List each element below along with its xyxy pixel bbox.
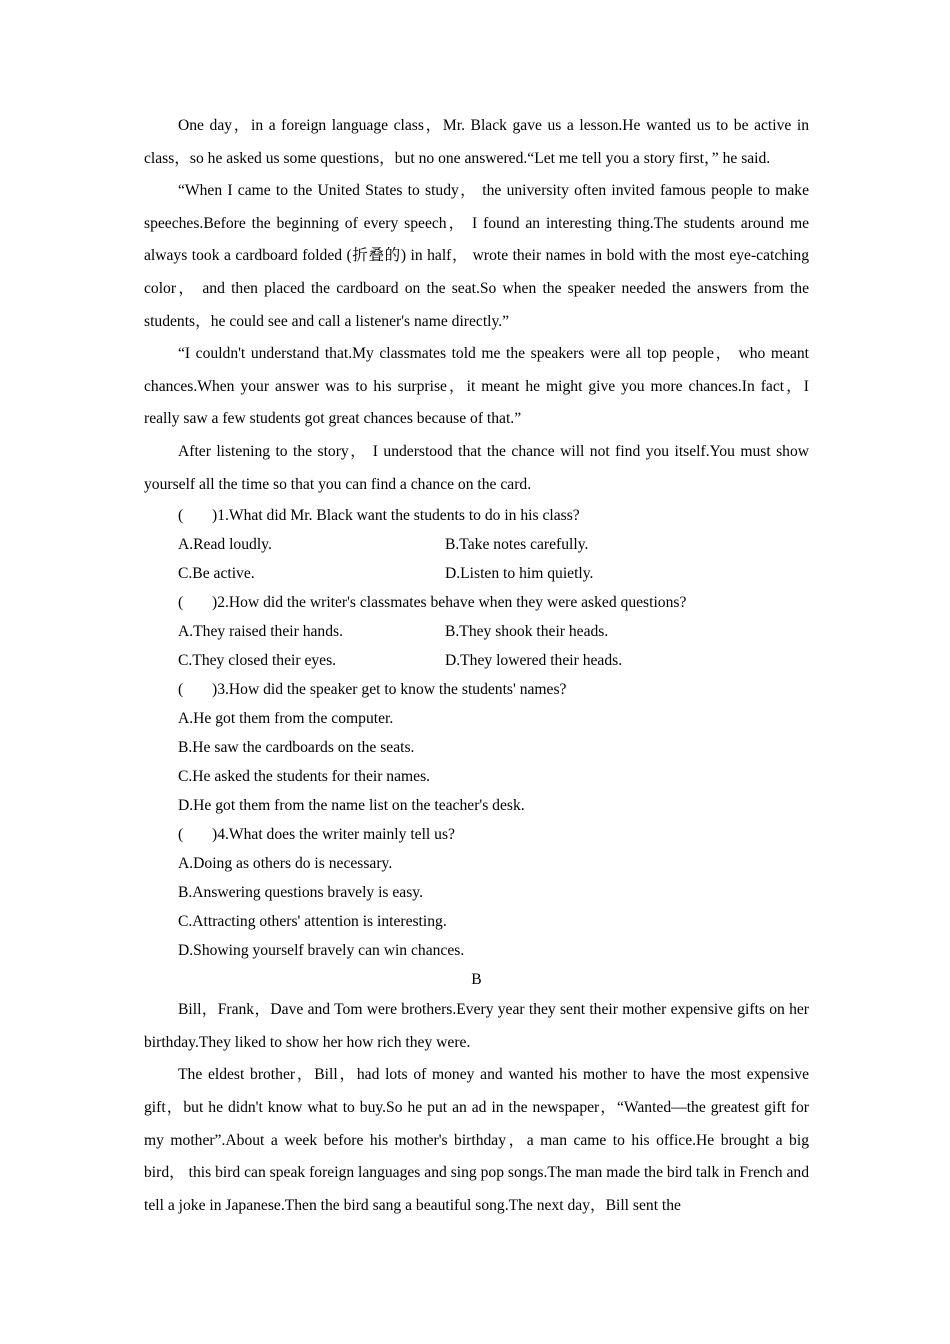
question-1-options-row-1 xyxy=(144,530,809,559)
question-1 xyxy=(144,501,809,588)
question-1-text: )1.What did Mr. Black want the students to do in his class? xyxy=(212,507,580,525)
option-d: D.He got them from the name list on the teacher's desk. xyxy=(178,797,525,815)
answer-blank[interactable]: ( xyxy=(178,594,184,612)
option-c: C.Be active. xyxy=(178,565,255,583)
passage-a-paragraph-3: “I couldn't understand that.My classmates told me the speakers were all top people， who meant chances.When your answer was to his surprise，it meant he might give you more chances.In fact，I really saw a few students got great chances because of that.” xyxy=(144,345,809,428)
option-c: C.He asked the students for their names. xyxy=(178,768,431,786)
option-b: B.He saw the cardboards on the seats. xyxy=(178,739,415,757)
section-heading: B xyxy=(471,971,482,989)
question-2-text: )2.How did the writer's classmates behave when they were asked questions? xyxy=(212,594,687,612)
answer-blank[interactable]: ( xyxy=(178,826,184,844)
option-c: C.They closed their eyes. xyxy=(178,652,337,670)
option-a: A.Doing as others do is necessary. xyxy=(178,855,393,873)
question-2-options-row-1 xyxy=(144,617,809,646)
option-b: B.Take notes carefully. xyxy=(445,536,589,554)
question-4 xyxy=(144,820,809,965)
passage-a-paragraph-4: After listening to the story， I understood that the chance will not find you itself.You must show yourself all the time so that you can find a chance on the card. xyxy=(144,442,809,493)
option-d: D.Showing yourself bravely can win chances. xyxy=(178,942,465,960)
document-page xyxy=(144,110,809,1222)
question-1-stem xyxy=(144,501,809,530)
passage-a-paragraph-1: One day，in a foreign language class，Mr. Black gave us a lesson.He wanted us to be active in class，so he asked us some questions，but no one answered.“Let me tell you a story first，” he said. xyxy=(144,117,809,167)
question-2-stem xyxy=(144,588,809,617)
passage-a-paragraph-2: “When I came to the United States to study， the university often invited famous people to make speeches.Before the beginning of every speech， I found an interesting thing.The students around me always took a cardboard folded (折叠的) in half， wrote their names in bold with the most eye-catching color， and then placed the cardboard on the seat.So when the speaker needed the answers from the students，he could see and call a listener's name directly.” xyxy=(144,182,809,330)
option-c: C.Attracting others' attention is interesting. xyxy=(178,913,447,931)
question-4-stem xyxy=(144,820,809,849)
question-3-text: )3.How did the speaker get to know the students' names? xyxy=(212,681,567,699)
question-3-stem xyxy=(144,675,809,704)
option-a: A.Read loudly. xyxy=(178,536,272,554)
option-d: D.Listen to him quietly. xyxy=(445,565,594,583)
option-a: A.They raised their hands. xyxy=(178,623,343,641)
option-b: B.Answering questions bravely is easy. xyxy=(178,884,423,902)
question-2-options-row-2 xyxy=(144,646,809,675)
answer-blank[interactable]: ( xyxy=(178,681,184,699)
question-3 xyxy=(144,675,809,820)
passage-b-paragraph-2: The eldest brother，Bill，had lots of money and wanted his mother to have the most expensive gift，but he didn't know what to buy.So he put an ad in the newspaper，“Wanted—the greatest gift for my mother”.About a week before his mother's birthday，a man came to his office.He brought a big bird， this bird can speak foreign languages and sing pop songs.The man made the bird talk in French and tell a joke in Japanese.Then the bird sang a beautiful song.The next day，Bill sent the xyxy=(144,1066,809,1214)
option-d: D.They lowered their heads. xyxy=(445,652,623,670)
answer-blank[interactable]: ( xyxy=(178,507,184,525)
question-1-options-row-2 xyxy=(144,559,809,588)
question-2 xyxy=(144,588,809,675)
passage-b-paragraph-1: Bill，Frank，Dave and Tom were brothers.Every year they sent their mother expensive gifts on her birthday.They liked to show her how rich they were. xyxy=(144,1001,809,1051)
option-b: B.They shook their heads. xyxy=(445,623,609,641)
question-4-text: )4.What does the writer mainly tell us? xyxy=(212,826,455,844)
option-a: A.He got them from the computer. xyxy=(178,710,394,728)
